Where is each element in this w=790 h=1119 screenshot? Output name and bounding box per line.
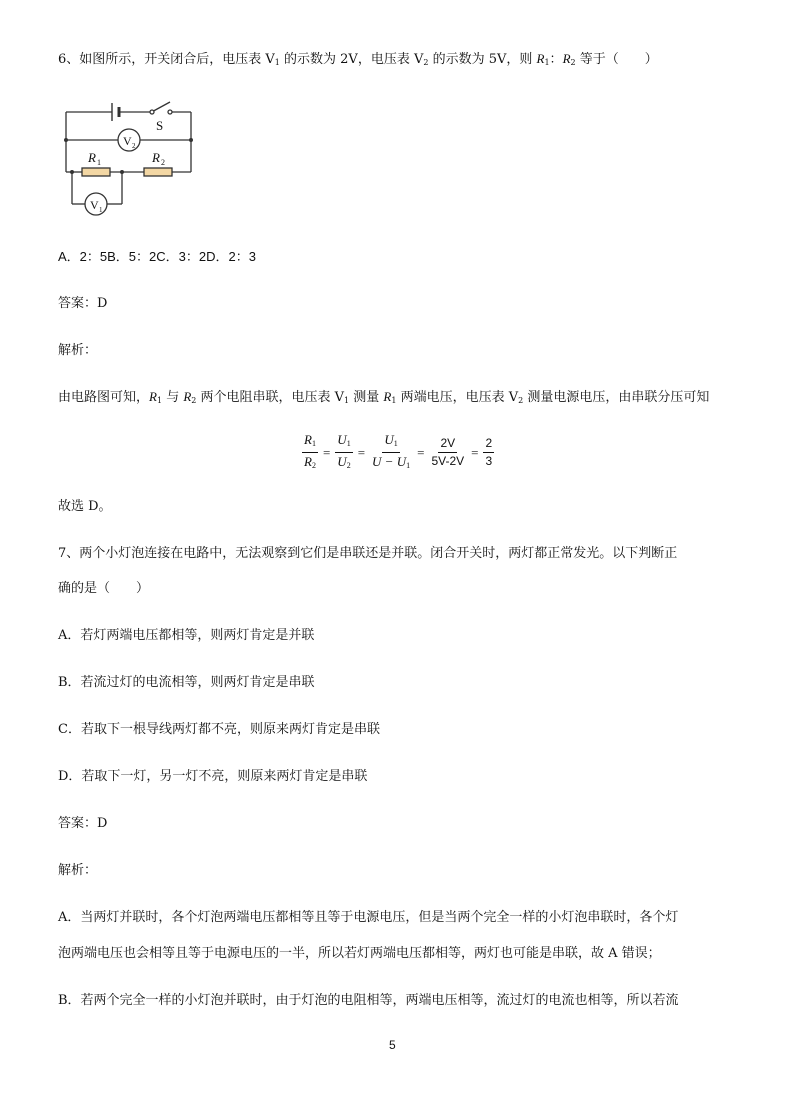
q7-analysis-label: 解析：	[58, 863, 98, 878]
r1-label-sub: 1	[97, 158, 101, 167]
junction-dot	[189, 138, 193, 142]
r2-label: R	[152, 150, 160, 165]
fraction-u1-u2: $\frac{U_1}{U_2}$	[337, 432, 351, 470]
q7-stem-line1: 7、两个小灯泡连接在电路中，无法观察到它们是串联还是并联。闭合开关时，两灯都正常发光。以下判断正	[58, 546, 678, 561]
equals-sign: =	[417, 444, 425, 460]
q7-stem-line2: 确的是（ ）	[58, 581, 150, 596]
q7-option-b: B．若流过灯的电流相等，则两灯肯定是串联	[58, 675, 315, 690]
r2-resistor	[144, 168, 172, 176]
r1-label: R	[88, 150, 96, 165]
q6-analysis-text: 由电路图可知，$R_1$ 与 $R_2$ 两个电阻串联，电压表 $V_1$ 测量 $R_1$ 两端电压，电压表 $V_2$ 测量电源电压，由串联分压可知	[58, 389, 710, 405]
v2-label: V	[123, 134, 132, 148]
r1-resistor	[82, 168, 110, 176]
equals-sign: =	[322, 444, 331, 460]
equals-sign: =	[471, 444, 479, 460]
fraction-result: $\frac{2}{3}$	[485, 436, 493, 468]
q6-stem: 6、如图所示，开关闭合后，电压表 $V_1$ 的示数为 2V，电压表 $V_2$ 的示数为 5V，则 $R_1$：$R_2$ 等于（ ）	[58, 51, 658, 67]
q7-option-d: D．若取下一灯，另一灯不亮，则原来两灯肯定是串联	[58, 769, 368, 784]
fraction-u1-u-minus-u1: $\frac{U_1}{U - U_1}$	[372, 432, 411, 470]
page-number: 5	[389, 1038, 396, 1052]
q7-analysis-a-line2: 泡两端电压也会相等且等于电源电压的一半，所以若灯两端电压都相等，两灯也可能是串联，故 A 错误；	[58, 946, 661, 961]
fraction-r1-r2: $\frac{R_1}{R_2}$	[304, 432, 316, 470]
q7-option-c: C．若取下一根导线两灯都不亮，则原来两灯肯定是串联	[58, 722, 380, 737]
q7-option-a: A．若灯两端电压都相等，则两灯肯定是并联	[58, 628, 315, 643]
v1-label-sub: 1	[99, 206, 103, 214]
switch-label: S	[156, 118, 164, 133]
q7-answer: 答案：D	[58, 816, 108, 831]
q6-analysis-label: 解析：	[58, 343, 98, 358]
fraction-2v-3v: $\frac{2V}{5V-2V}$	[431, 436, 465, 468]
equals-sign: =	[357, 444, 366, 460]
junction-dot	[64, 138, 68, 142]
ratio-formula	[300, 432, 496, 473]
q7-analysis-a-line1: A．当两灯并联时，各个灯泡两端电压都相等且等于电源电压，但是当两个完全一样的小灯泡串联时，各个灯	[58, 910, 679, 925]
v2-label-sub: 2	[132, 142, 136, 150]
q6-options: A．2：5B．5：2C．3：2D．2：3	[58, 249, 256, 264]
circuit-diagram	[58, 96, 198, 218]
switch-blade	[154, 102, 171, 111]
junction-dot	[70, 170, 74, 174]
q7-analysis-b-line1: B．若两个完全一样的小灯泡并联时，由于灯泡的电阻相等，两端电压相等，流过灯的电流也相等，所以若流	[58, 993, 679, 1008]
r2-label-sub: 2	[161, 158, 165, 167]
v1-label: V	[90, 198, 99, 212]
q6-answer: 答案：D	[58, 296, 108, 311]
q6-conclusion: 故选 D。	[58, 499, 112, 514]
junction-dot	[120, 170, 124, 174]
switch-contact-right	[168, 110, 172, 114]
